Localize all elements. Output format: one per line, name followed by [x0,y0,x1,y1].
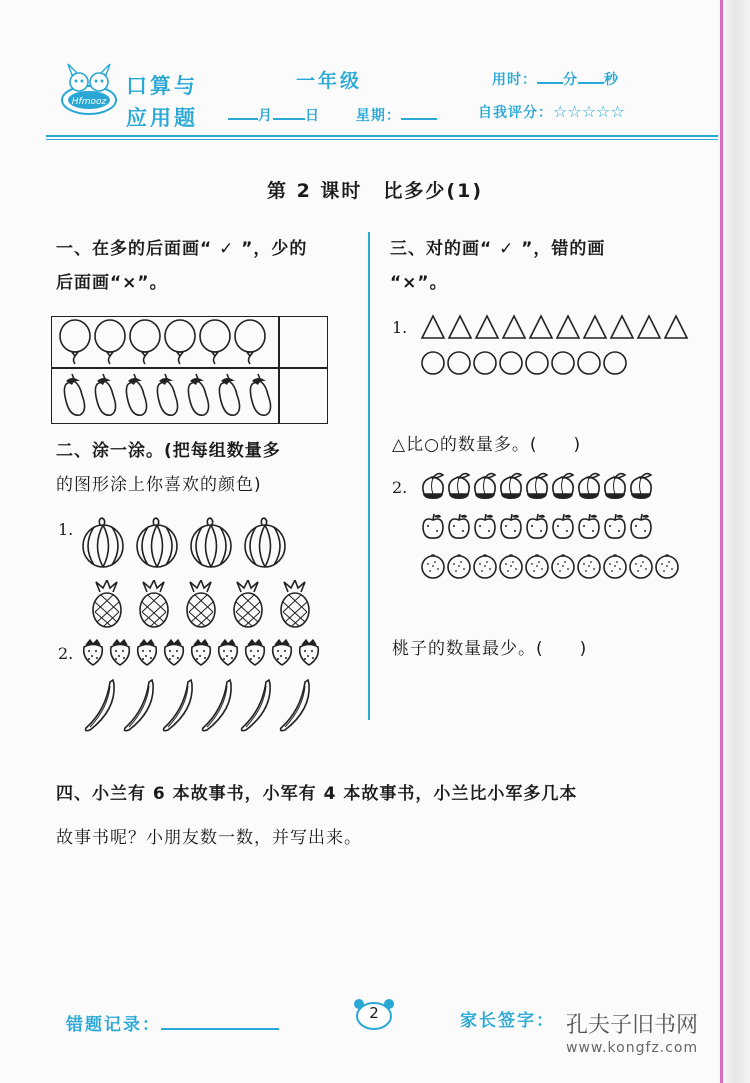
balloon-icon [93,319,127,365]
banana-icon [236,678,275,734]
watermark-text: 孔夫子旧书网 [566,1013,699,1038]
eggplant-icon [122,371,152,419]
peach-icon [550,470,576,500]
apple-icon [628,512,654,540]
pineapple-icon [178,580,225,628]
apple-icon [550,512,576,540]
part3-statement1[interactable]: △比○的数量多。( ) [392,435,582,455]
page-number: 2 [369,1004,379,1022]
apple-icon [602,512,628,540]
pineapple-row[interactable] [84,580,319,628]
triangle-icon [420,314,446,340]
circle-icon [576,350,602,376]
watermark-url: www.kongfz.com [566,1040,699,1056]
peach-icon [602,470,628,500]
apple-row [420,512,654,540]
balloon-icon [58,319,92,365]
strawberry-icon [107,638,134,666]
strawberry-row[interactable] [80,638,323,666]
balloon-icon [198,319,232,365]
peach-icon [420,470,446,500]
eggplant-icon [215,371,245,419]
orange-icon [550,552,576,580]
pineapple-icon [84,580,131,628]
banana-icon [275,678,314,734]
apple-icon [472,512,498,540]
minutes-blank[interactable] [537,68,563,84]
peach-row [420,470,654,500]
eggplant-icon [246,371,276,419]
strawberry-icon [134,638,161,666]
eggplant-icon [60,371,90,419]
triangle-icon [528,314,554,340]
triangle-icon [663,314,689,340]
mistakes-record: 错题记录： [66,1010,279,1035]
pineapple-icon [131,580,178,628]
part2-item2-number: 2. [58,644,74,663]
strawberry-icon [296,638,323,666]
eggplant-icon [153,371,183,419]
weekday-blank[interactable] [401,104,437,120]
balloon-icon [233,319,267,365]
part2-question: 二、涂一涂。(把每组数量多 的图形涂上你喜欢的颜色) [56,441,281,495]
orange-icon [576,552,602,580]
circle-icon [446,350,472,376]
book-title-line2: 应用题 [126,106,198,130]
part3-item1-number: 1. [392,318,408,337]
watermelon-row[interactable] [80,516,296,568]
eggplant-icon [91,371,121,419]
triangle-icon [501,314,527,340]
peach-icon [498,470,524,500]
banana-icon [119,678,158,734]
peach-icon [446,470,472,500]
margin-line [720,0,723,1083]
parent-signature-label: 家长签字： [460,1011,555,1031]
score-stars[interactable]: ☆☆☆☆☆ [553,102,625,121]
strawberry-icon [242,638,269,666]
orange-icon [524,552,550,580]
part4-question: 四、小兰有 6 本故事书，小军有 4 本故事书，小兰比小军多几本 故事书呢？小朋友数一数，并写出来。 [56,784,578,848]
strawberry-icon [80,638,107,666]
triangle-row [420,314,690,340]
circle-icon [420,350,446,376]
watermelon-icon [242,516,288,568]
self-score: 自我评分：☆☆☆☆☆ [478,102,625,121]
triangle-icon [582,314,608,340]
header-rule-thin [46,139,718,140]
mistakes-blank[interactable] [161,1012,279,1030]
eggplant-row [60,371,277,419]
triangle-icon [555,314,581,340]
triangle-icon [474,314,500,340]
column-divider [368,232,370,720]
peach-icon [524,470,550,500]
strawberry-icon [215,638,242,666]
pineapple-icon [272,580,319,628]
triangle-icon [609,314,635,340]
peach-icon [576,470,602,500]
orange-icon [420,552,446,580]
apple-icon [446,512,472,540]
svg-text:Hfmooz: Hfmooz [71,97,107,107]
orange-icon [498,552,524,580]
strawberry-icon [269,638,296,666]
part2-item1-number: 1. [58,520,74,539]
header-rule [46,135,718,137]
apple-icon [576,512,602,540]
orange-icon [472,552,498,580]
eggplant-icon [184,371,214,419]
watermelon-icon [134,516,180,568]
watermelon-icon [188,516,234,568]
peach-icon [472,470,498,500]
part3-item2-number: 2. [392,478,408,497]
circle-icon [602,350,628,376]
banana-icon [197,678,236,734]
triangle-icon [447,314,473,340]
book-title-line1: 口算与 [126,74,198,98]
part3-statement2[interactable]: 桃子的数量最少。( ) [392,639,588,659]
strawberry-icon [188,638,215,666]
apple-icon [498,512,524,540]
page-edge [724,0,750,1083]
banana-icon [80,678,119,734]
triangle-icon [636,314,662,340]
time-used: 用时： 分 秒 [492,68,619,89]
watermelon-icon [80,516,126,568]
balloon-answer-cell[interactable] [280,317,327,367]
circle-icon [524,350,550,376]
balloon-icon [128,319,162,365]
apple-icon [420,512,446,540]
orange-icon [628,552,654,580]
eggplant-answer-cell[interactable] [280,369,327,423]
pineapple-icon [225,580,272,628]
circle-icon [498,350,524,376]
circle-icon [550,350,576,376]
circle-icon [472,350,498,376]
grade-label: 一年级 [296,70,363,92]
seconds-blank[interactable] [578,68,604,84]
orange-icon [654,552,680,580]
peach-icon [628,470,654,500]
strawberry-icon [161,638,188,666]
orange-icon [602,552,628,580]
orange-row [420,552,680,580]
part3-question: 三、对的画“ ✓ ”，错的画 “×”。 [390,239,606,293]
part1-question: 一、在多的后面画“ ✓ ”，少的 后面画“×”。 [56,239,308,293]
day-blank[interactable] [273,104,305,120]
month-blank[interactable] [228,104,258,120]
apple-icon [524,512,550,540]
orange-icon [446,552,472,580]
balloon-row [58,319,268,365]
banana-row[interactable] [80,678,314,734]
mascot-logo [58,62,120,124]
compare-table [51,316,328,424]
lesson-title: 第 2 课时 比多少(1) [266,180,484,202]
date-line: 月 日 星期： [228,104,437,125]
banana-icon [158,678,197,734]
balloon-icon [163,319,197,365]
circle-row [420,350,628,376]
